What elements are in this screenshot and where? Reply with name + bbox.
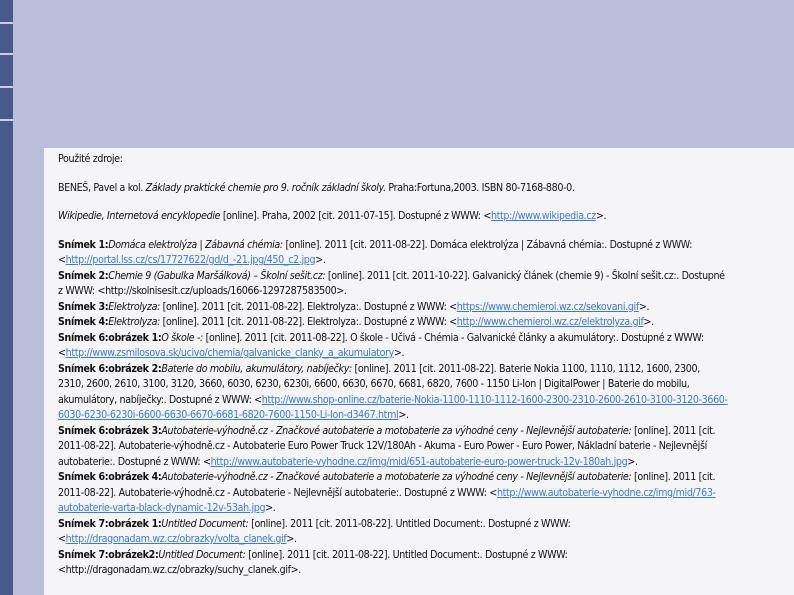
- ref-title: Elektrolyza:: [108, 300, 160, 313]
- reference-item: [58, 238, 728, 269]
- ref-label: Snímek 3:: [58, 300, 109, 313]
- ref-text: [online]. 2011 [cit. 2011-08-22]. Domáca elektrolýza | Zábavná chémia:. Dostupné z WWW: <: [58, 238, 693, 266]
- reference-item: [58, 548, 728, 579]
- ref-end: >.: [393, 347, 405, 359]
- wiki-rest: [online]. Praha, 2002 [cit. 2011-07-15]. Dostupné z WWW: <: [220, 210, 491, 222]
- ref-link[interactable]: http://www.zsmilosova.sk/ucivo/chemia/galvanicke_clanky_a_akumulatory: [65, 347, 394, 359]
- ref-link[interactable]: https://www.chemieroi.wz.cz/sekovani.gif: [456, 300, 639, 313]
- side-bar-tick: [0, 53, 13, 55]
- ref-title: O škole -:: [161, 331, 203, 344]
- side-bar-tick: [0, 86, 13, 88]
- ref-link[interactable]: http://www.chemieroi.wz.cz/elektrolyza.gif: [456, 316, 644, 328]
- ref-label: Snímek 2:: [58, 269, 109, 282]
- reference-item: [58, 470, 728, 517]
- reference-item: [58, 362, 728, 424]
- reference-item: [58, 424, 728, 471]
- ref-label: Snímek 6:obrázek 2:: [58, 362, 162, 375]
- ref-end: >.: [627, 455, 638, 468]
- slide-header-band: [0, 0, 794, 148]
- ref-text: [online]. 2011 [cit. 2011-08-22]. Elektrolyza:. Dostupné z WWW: <: [159, 316, 457, 328]
- ref-link[interactable]: http://portal.lss.cz/cs/17727622/gd/d_-21.jpg/450_c2.jpg: [65, 254, 316, 266]
- book-authors: BENEŠ, Pavel a kol.: [58, 181, 146, 194]
- ref-label: Snímek 4:: [58, 316, 109, 328]
- ref-end: >.: [638, 300, 650, 313]
- ref-text: [online]. 2011 [cit. 2011-08-22]. Autobaterie-výhodně.cz - Autobaterie Euro Power Truck 12V/180Ah - Akuma - Euro Power - Euro Power, Nákladní baterie - Nejlevnější autobaterie:. Dostupné z WWW: <: [58, 424, 716, 468]
- ref-text: [online]. 2011 [cit. 2011-08-22]. Baterie Nokia 1100, 1110, 1112, 1600, 2300, 2310, 2600, 2610, 3100, 3120, 3660, 6030, 6230, 6230i, 6600, 6630, 6670, 6681, 6820, 7600 - 1150 Li-Ion | DigitalPower | Baterie do mobilu, akumulátory, nabíječky:. Dostupné z WWW: <: [58, 362, 700, 406]
- ref-end: >.: [315, 254, 326, 266]
- ref-link[interactable]: http://www.autobaterie-vyhodne.cz/img/mid/651-autobaterie-euro-power-truck-12v-180ah.jpg: [210, 455, 628, 468]
- side-bar-tick: [0, 22, 13, 24]
- ref-text: [online]. 2011 [cit. 2011-08-22]. Elektrolyza:. Dostupné z WWW: <: [159, 300, 457, 313]
- side-bar-tick: [0, 119, 13, 121]
- ref-label: Snímek 6:obrázek 1:: [58, 331, 162, 344]
- ref-title: Elektrolyza:: [108, 316, 160, 328]
- ref-label: Snímek 6:obrázek 4:: [58, 471, 162, 483]
- ref-end: >.: [398, 409, 409, 421]
- ref-text: [online]. 2011 [cit. 2011-08-22]. Untitled Document:. Dostupné z WWW: <http://dragonadam.wz.cz/obrazky/suchy_clanek.gif>.: [58, 548, 568, 576]
- wiki-end: >.: [595, 210, 607, 222]
- ref-link[interactable]: http://dragonadam.wz.cz/obrazky/volta_clanek.gif: [65, 533, 287, 545]
- ref-link[interactable]: http://www.shop-online.cz/baterie-Nokia-1100-1110-1112-1600-2300-2310-2600-2610-3100-3120-3660-6030-6230-6230i-6600-6630-6670-6681-6820-7600-1150-Li-Ion-d3467.html: [58, 393, 728, 421]
- ref-label: Snímek 6:obrázek 3:: [58, 424, 162, 437]
- ref-title: Untitled Document:: [161, 517, 249, 530]
- wiki-title: Wikipedie, Internetová encyklopedie: [58, 210, 221, 222]
- ref-label: Snímek 7:obrázek2:: [58, 548, 159, 561]
- ref-text: [online]. 2011 [cit. 2011-10-22]. Galvanický článek (chemie 9) - Školní sešit.cz:. Dostupné z WWW: <http://skolnisesit.cz/uploads/16066-1297287583500>.: [58, 269, 725, 297]
- ref-text: [online]. 2011 [cit. 2011-08-22]. Untitled Document:. Dostupné z WWW: <: [58, 517, 571, 545]
- reference-item: [58, 315, 728, 331]
- ref-end: >.: [286, 533, 297, 545]
- reference-book: [58, 181, 728, 197]
- ref-label: Snímek 7:obrázek 1:: [58, 517, 162, 530]
- ref-title: Chemie 9 (Gabulka Maršálková) – Školní sešit.cz:: [108, 269, 326, 282]
- slide-content: [44, 148, 794, 595]
- reference-item: [58, 331, 728, 362]
- ref-link[interactable]: http://www.autobaterie-vyhodne.cz/img/mid/763-autobaterie-varta-black-dynamic-12v-53ah.jpg: [58, 486, 716, 514]
- ref-text: [online]. 2011 [cit. 2011-08-22]. Autobaterie-výhodně.cz - Autobaterie - Nejlevnější autobaterie:. Dostupné z WWW: <: [58, 471, 716, 499]
- ref-end: >.: [265, 502, 276, 514]
- reference-wikipedia: [58, 209, 728, 225]
- ref-title: Autobaterie-výhodně.cz - Značkové autobaterie a motobaterie za výhodné ceny - Nejlevnější autobaterie:: [161, 424, 632, 437]
- reference-item: [58, 517, 728, 548]
- ref-title: Untitled Document:: [158, 548, 246, 561]
- ref-title: Domáca elektrolýza | Zábavná chémia:: [108, 238, 283, 251]
- ref-end: >.: [643, 316, 654, 328]
- book-rest: Praha:Fortuna,2003. ISBN 80-7168-880-0.: [385, 181, 575, 194]
- references-heading: Použité zdroje:: [58, 153, 123, 165]
- ref-title: Autobaterie-výhodně.cz - Značkové autobaterie a motobaterie za výhodné ceny - Nejlevnější autobaterie:: [161, 471, 632, 483]
- book-title: Základy praktické chemie pro 9. ročník základní školy.: [145, 181, 386, 194]
- ref-text: [online]. 2011 [cit. 2011-08-22]. O škole - Učivá - Chémia - Galvanické články a akumulátory:. Dostupné z WWW: <: [58, 331, 704, 359]
- references-text: [58, 152, 728, 579]
- slide-side-bar: [0, 0, 13, 595]
- wiki-link[interactable]: http://www.wikipedia.cz: [490, 210, 596, 222]
- reference-item: [58, 300, 728, 316]
- reference-item: [58, 269, 728, 300]
- ref-title: Baterie do mobilu, akumulátory, nabíječky:: [161, 362, 352, 375]
- ref-label: Snímek 1:: [58, 238, 109, 251]
